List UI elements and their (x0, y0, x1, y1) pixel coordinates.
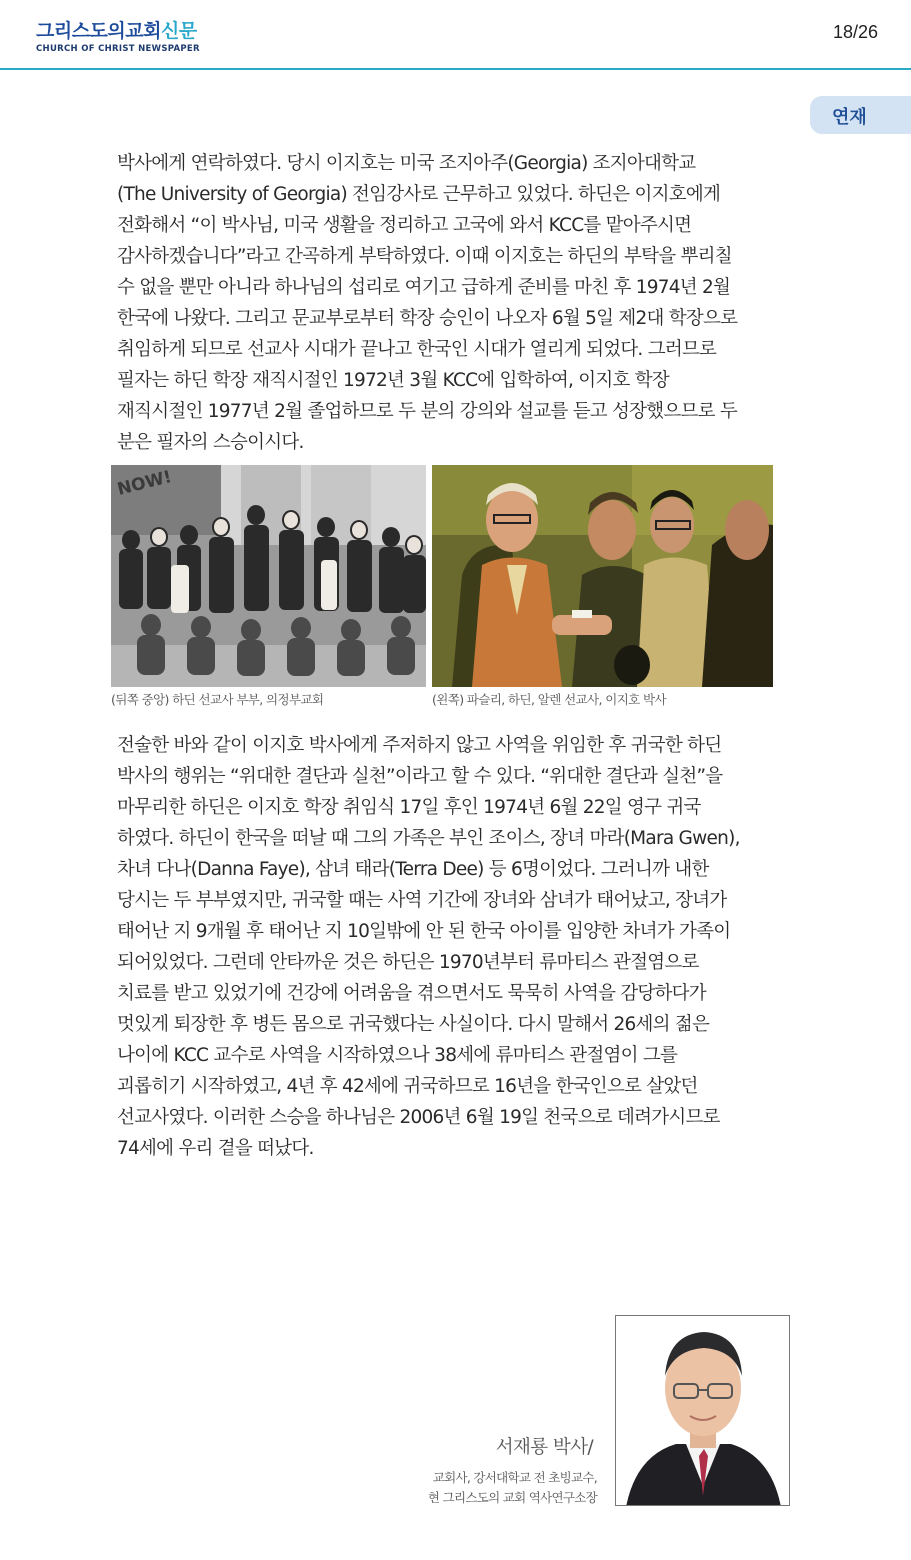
text-line: 멋있게 퇴장한 후 병든 몸으로 귀국했다는 사실이다. 다시 말해서 26세의 젊은 (117, 1014, 710, 1035)
text-line: 재직시절인 1977년 2월 졸업하므로 두 분의 강의와 설교를 듣고 성장했으므로 두 (117, 401, 738, 422)
photo-caption-left: (뒤쪽 중앙) 하딘 선교사 부부, 의정부교회 (111, 692, 324, 707)
page-header (0, 0, 911, 70)
author-portrait (615, 1315, 790, 1506)
logo-subtitle: CHURCH OF CHRIST NEWSPAPER (36, 44, 200, 54)
text-line: 전화해서 “이 박사님, 미국 생활을 정리하고 고국에 와서 KCC를 맡아주시면 (117, 215, 692, 236)
text-line: 필자는 하딘 학장 재직시절인 1972년 3월 KCC에 입학하여, 이지호 학장 (117, 370, 670, 391)
newspaper-logo[interactable] (36, 20, 200, 54)
logo-title (36, 20, 200, 42)
section-tag (810, 96, 911, 134)
group-photo-illustration (111, 465, 426, 687)
now-badge: NOW! (115, 467, 174, 500)
text-line: 취임하게 되므로 선교사 시대가 끝나고 한국인 시대가 열리게 되었다. 그러므로 (117, 339, 717, 360)
text-line: 하였다. 하딘이 한국을 떠날 때 그의 가족은 부인 조이스, 장녀 마라(Mara Gwen), (117, 828, 740, 849)
text-line: 감사하겠습니다”라고 간곡하게 부탁하였다. 이때 이지호는 하딘의 부탁을 뿌리칠 (117, 246, 732, 267)
author-name: 서재룡 박사/ (495, 1437, 593, 1458)
photo-caption-right: (왼쪽) 파슬리, 하딘, 알렌 선교사, 이지호 박사 (432, 692, 666, 707)
text-line: 분은 필자의 스승이시다. (117, 432, 304, 453)
text-line: 나이에 KCC 교수로 사역을 시작하였으나 38세에 류마티스 관절염이 그를 (117, 1045, 678, 1066)
text-line: 되어있었다. 그런데 안타까운 것은 하딘은 1970년부터 류마티스 관절염으로 (117, 952, 699, 973)
text-line: 괴롭히기 시작하였고, 4년 후 42세에 귀국하므로 16년을 한국인으로 살았던 (117, 1076, 698, 1097)
author-portrait-illustration (616, 1316, 790, 1506)
text-line: 전술한 바와 같이 이지호 박사에게 주저하지 않고 사역을 위임한 후 귀국한 하딘 (117, 735, 722, 756)
text-line: 박사에게 연락하였다. 당시 이지호는 미국 조지아주(Georgia) 조지아대학교 (117, 153, 696, 174)
logo-title-part1: 그리스도의교회 (36, 20, 161, 42)
page-number: 18/26 (832, 22, 878, 42)
text-line: 74세에 우리 곁을 떠났다. (117, 1138, 314, 1159)
text-line: 치료를 받고 있었기에 건강에 어려움을 겪으면서도 묵묵히 사역을 감당하다가 (117, 983, 706, 1004)
section-tag-label: 연재 (832, 107, 867, 128)
text-line: 한국에 나왔다. 그리고 문교부로부터 학장 승인이 나오자 6월 5일 제2대 학장으로 (117, 308, 738, 329)
text-line: (The University of Georgia) 전임강사로 근무하고 있었다. 하딘은 이지호에게 (117, 184, 721, 205)
group-photo (111, 465, 426, 687)
missionaries-photo-illustration (432, 465, 773, 687)
text-line: 마무리한 하딘은 이지호 학장 취임식 17일 후인 1974년 6월 22일 영구 귀국 (117, 797, 701, 818)
text-line: 태어난 지 9개월 후 태어난 지 10일밖에 안 된 한국 아이를 입양한 차녀가 가족이 (117, 921, 731, 942)
logo-title-part2: 신문 (160, 20, 197, 42)
text-line: 박사의 행위는 “위대한 결단과 실천”이라고 할 수 있다. “위대한 결단과 실천”을 (117, 766, 723, 787)
text-line: 수 없을 뿐만 아니라 하나님의 섭리로 여기고 급하게 준비를 마친 후 1974년 2월 (117, 277, 731, 298)
article-paragraph-2 (117, 730, 807, 1164)
article-paragraph-1 (117, 148, 807, 458)
author-desc-line: 현 그리스도의 교회 역사연구소장 (427, 1490, 597, 1505)
text-line: 차녀 다나(Danna Faye), 삼녀 태라(Terra Dee) 등 6명이었다. 그러니까 내한 (117, 859, 709, 880)
text-line: 당시는 두 부부였지만, 귀국할 때는 사역 기간에 장녀와 삼녀가 태어났고, 장녀가 (117, 890, 727, 911)
text-line: 선교사였다. 이러한 스승을 하나님은 2006년 6월 19일 천국으로 데려가시므로 (117, 1107, 720, 1128)
author-description (428, 1468, 597, 1508)
author-desc-line: 교회사, 강서대학교 전 초빙교수, (432, 1470, 597, 1485)
missionaries-photo (432, 465, 773, 687)
